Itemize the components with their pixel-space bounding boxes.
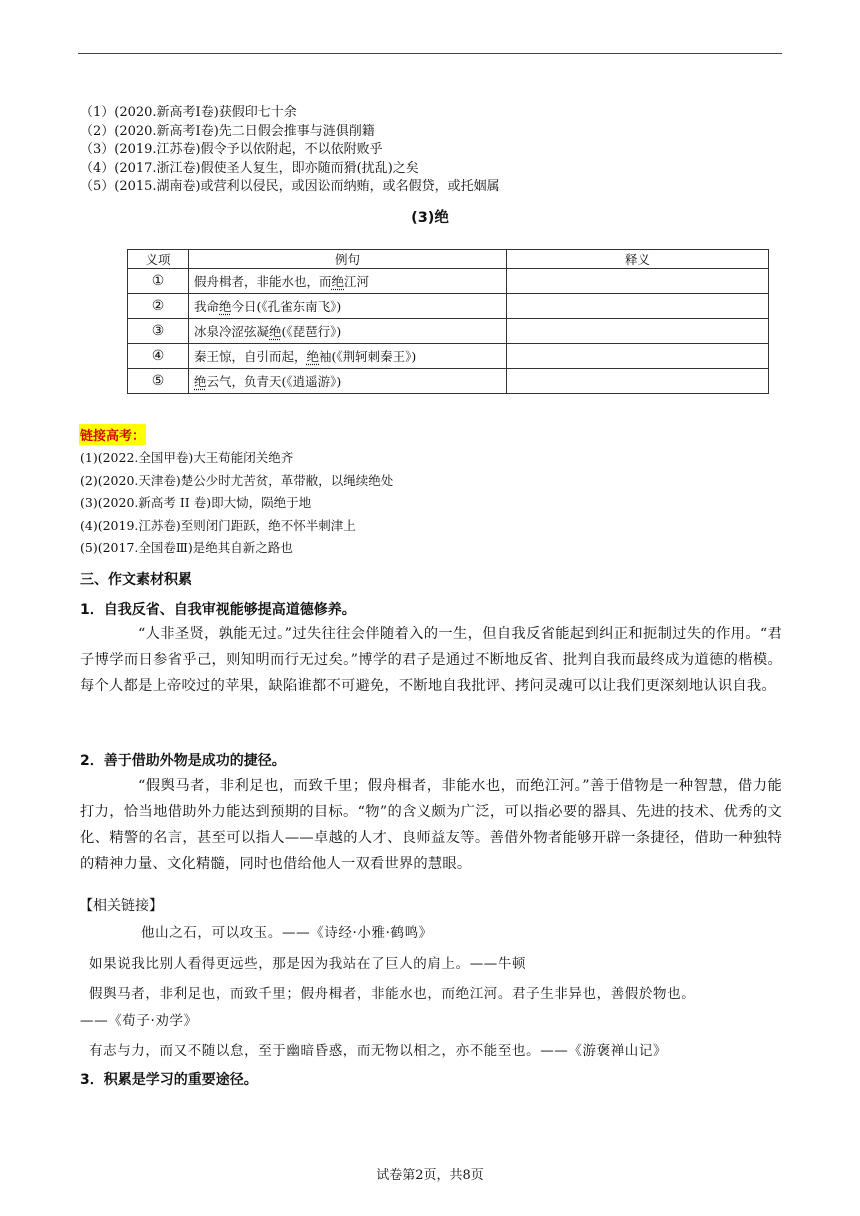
meaning-cell[interactable] bbox=[507, 269, 769, 294]
item-number: ⑤ bbox=[128, 369, 189, 394]
section3-heading: 三、作文素材积累 bbox=[80, 572, 192, 588]
example-sentence bbox=[189, 369, 507, 394]
section-title: (3)绝 bbox=[411, 210, 449, 226]
example-sentence bbox=[189, 269, 507, 294]
meaning-cell[interactable] bbox=[507, 294, 769, 319]
meaning-cell[interactable] bbox=[507, 344, 769, 369]
exam-link-item: (4)(2019.江苏卷)至则闭门距跃，绝不怀半刺津上 bbox=[80, 517, 356, 533]
point3-heading: 3．积累是学习的重要途径。 bbox=[80, 1072, 258, 1088]
quote: 有志与力，而又不随以怠，至于幽暗昏惑，而无物以相之，亦不能至也。——《游褒禅山记》 bbox=[89, 1043, 668, 1059]
exam-link-item: (3)(2020.新高考 II 卷)即大恸，陨绝于地 bbox=[80, 495, 312, 510]
meaning-cell[interactable] bbox=[507, 319, 769, 344]
example-sentence bbox=[189, 319, 507, 344]
page-footer: 试卷第2页，共8页 bbox=[376, 1168, 484, 1183]
table-header-cell: 释义 bbox=[507, 250, 769, 269]
item-number: ④ bbox=[128, 344, 189, 369]
exam-example: （4）(2017.浙江卷)假使圣人复生，即亦随而猾(扰乱)之矣 bbox=[80, 160, 419, 176]
quote-source: ——《荀子·劝学》 bbox=[80, 1013, 198, 1029]
table-row bbox=[128, 344, 769, 369]
example-sentence bbox=[189, 294, 507, 319]
item-number: ② bbox=[128, 294, 189, 319]
quote: 如果说我比别人看得更远些，那是因为我站在了巨人的肩上。——牛顿 bbox=[89, 956, 527, 972]
exam-link-item: (1)(2022.全国甲卷)大王荀能闭关绝齐 bbox=[80, 450, 294, 465]
key-character: 绝 bbox=[306, 349, 320, 364]
exam-example: （5）(2015.湖南卷)或营利以侵民，或因讼而纳贿，或名假贷，或托姻属 bbox=[80, 179, 500, 194]
key-character: 绝 bbox=[194, 374, 207, 389]
exam-link-label: 链接高考： bbox=[79, 424, 146, 445]
header-rule bbox=[78, 53, 782, 54]
point2-heading: 2．善于借助外物是成功的捷径。 bbox=[80, 753, 286, 769]
sentence-part: 假舟楫者，非能水也，而 bbox=[194, 274, 332, 289]
exam-link-list bbox=[80, 447, 393, 560]
point1-heading: 1．自我反省、自我审视能够提高道德修养。 bbox=[80, 602, 356, 618]
point1-paragraph: “人非圣贤，孰能无过。”过失往往会伴随着入的一生，但自我反省能起到纠正和扼制过失的作用。“君子博学而日参省乎己，则知明而行无过矣。”博学的君子是通过不断地反省、批判自我而最终成为道德的楷模。每个人都是上帝咬过的苹果，缺陷谁都不可避免，不断地自我批评、拷问灵魂可以让我们更深刻地认识自我。 bbox=[80, 626, 782, 694]
example-sentence bbox=[189, 344, 507, 369]
sentence-part: 我命 bbox=[194, 299, 220, 314]
sentence-part: 云气，负青天(《逍遥游》) bbox=[206, 374, 342, 389]
meaning-cell[interactable] bbox=[507, 369, 769, 394]
exam-example: （2）(2020.新高考Ⅰ卷)先二日假会推事与涟俱削籍 bbox=[80, 123, 375, 139]
exam-example-list bbox=[80, 104, 500, 197]
table-header-row bbox=[128, 250, 769, 269]
sentence-part: 秦王惊，自引而起， bbox=[194, 349, 307, 364]
point2-paragraph: “假舆马者，非利足也，而致千里；假舟楫者，非能水也，而绝江河。”善于借物是一种智慧，借力能打力，恰当地借助外力能达到预期的目标。“物”的含义颇为广泛，可以指必要的器具、先进的技术、优秀的文化、精警的名言，甚至可以指人——卓越的人才、良师益友等。善借外物者能够开辟一条捷径，借助一种独特的精神力量、文化精髓，同时也借给他人一双看世界的慧眼。 bbox=[80, 778, 782, 872]
table-row bbox=[128, 269, 769, 294]
related-links-title: 【相关链接】 bbox=[79, 898, 163, 914]
table-row bbox=[128, 319, 769, 344]
key-character: 绝 bbox=[269, 324, 282, 339]
quote: 他山之石，可以攻玉。——《诗经·小雅·鹤鸣》 bbox=[141, 925, 433, 941]
sentence-part: (《琵琶行》) bbox=[281, 324, 342, 339]
exam-link-item: (5)(2017.全国卷Ⅲ)是绝其自新之路也 bbox=[80, 540, 293, 555]
table-header-cell: 义项 bbox=[128, 250, 189, 269]
sentence-part: 袖(《荆轲刺秦王》) bbox=[319, 349, 417, 364]
table-row bbox=[128, 294, 769, 319]
key-character: 绝 bbox=[219, 299, 232, 314]
exam-example: （1）(2020.新高考Ⅰ卷)获假印七十余 bbox=[80, 105, 297, 120]
quote: 假舆马者，非利足也，而致千里；假舟楫者，非能水也，而绝江河。君子生非异也，善假於物也。 bbox=[89, 986, 696, 1002]
exam-link-item: (2)(2020.天津卷)楚公少时尤苦贫，革带敝，以绳续绝处 bbox=[80, 472, 394, 488]
key-character: 绝 bbox=[331, 274, 345, 289]
table-header-cell: 例句 bbox=[189, 250, 507, 269]
item-number: ③ bbox=[128, 319, 189, 344]
meaning-table bbox=[127, 249, 769, 394]
sentence-part: 冰泉冷涩弦凝 bbox=[194, 324, 270, 339]
exam-example: （3）(2019.江苏卷)假令予以依附起，不以依附败乎 bbox=[80, 142, 383, 157]
table-row bbox=[128, 369, 769, 394]
item-number: ① bbox=[128, 269, 189, 294]
sentence-part: 江河 bbox=[344, 274, 370, 289]
sentence-part: 今日(《孔雀东南飞》) bbox=[231, 299, 342, 314]
